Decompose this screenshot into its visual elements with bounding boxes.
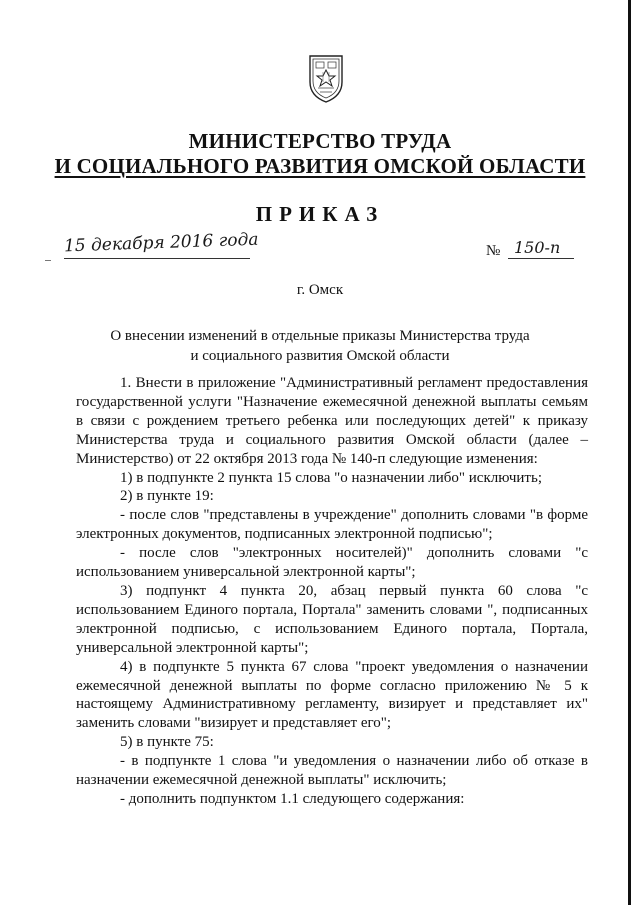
document-city: г. Омск <box>296 282 344 298</box>
body-item-4: 4) в подпункте 5 пункта 67 слова "проект уведомления о назначении ежемесячной денежной выплаты по форме согласно приложению № 5 к настоящему Административному регламенту, визирует и представляет их" заменить словами "визирует и представляет его"; <box>76 658 588 732</box>
body-item-1: 1) в подпункте 2 пункта 15 слова "о назначении либо" исключить; <box>120 469 542 486</box>
document-body <box>76 374 588 809</box>
scan-mark <box>45 260 51 261</box>
body-item-2-sub-1: - после слов "представлены в учреждение" дополнить словами "в форме электронных документов, подписанных электронной подписью"; <box>76 507 588 543</box>
body-item-5: 5) в пункте 75: <box>120 734 214 751</box>
document-type-title: ПРИКАЗ <box>255 202 385 226</box>
ministry-name-line1: МИНИСТЕРСТВО ТРУДА <box>188 129 452 153</box>
date-underline <box>64 258 250 259</box>
subject-line2: и социального развития Омской области <box>190 348 450 364</box>
number-underline <box>508 258 574 259</box>
body-item-5-sub-1: - в подпункте 1 слова "и уведомления о назначении либо об отказе в назначении ежемесячной денежной выплаты" исключить; <box>76 753 588 789</box>
ministry-name-line2: И СОЦИАЛЬНОГО РАЗВИТИЯ ОМСКОЙ ОБЛАСТИ <box>54 154 586 178</box>
body-item-2: 2) в пункте 19: <box>120 488 214 505</box>
omsk-coat-of-arms-icon <box>307 52 345 104</box>
subject-line1: О внесении изменений в отдельные приказы Министерства труда <box>110 328 530 344</box>
body-item-2-sub-2: - после слов "электронных носителей)" дополнить словами "с использованием универсальной электронной карты"; <box>76 545 588 581</box>
document-subject <box>0 326 640 366</box>
body-item-3: 3) подпункт 4 пункта 20, абзац первый пункта 60 слова "с использованием Единого портала, Портала" заменить словами ", подписанных электронной подписью, с использованием Единого портала, Портала, универсальной электронной карты"; <box>76 582 588 656</box>
body-item-5-sub-2: - дополнить подпунктом 1.1 следующего содержания: <box>120 790 465 807</box>
document-number-label: № <box>486 243 501 259</box>
document-date-handwritten: 15 декабря 2016 года <box>63 229 259 257</box>
body-paragraph-1: 1. Внести в приложение "Административный регламент предоставления государственной услуги "Назначение ежемесячной денежной выплаты семьям в связи с рождением третьего ребенка или последующих детей" к приказу Министерства труда и социального развития Омской области (далее – Министерство) от 22 октября 2013 года № 140-п следующие изменения: <box>76 375 588 467</box>
document-number-handwritten: 150-п <box>514 238 561 257</box>
